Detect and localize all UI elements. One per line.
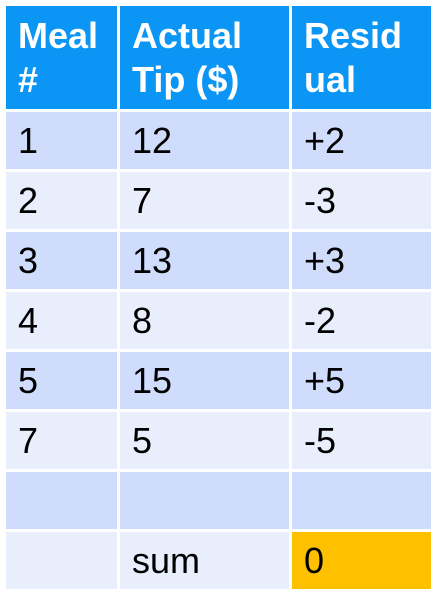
- residuals-table-container: [3, 3, 434, 592]
- meal-number-cell: 2: [5, 171, 119, 231]
- table-row: [5, 291, 433, 351]
- residual-cell: +2: [291, 111, 433, 171]
- sum-label: sum: [119, 531, 291, 591]
- table-row: [5, 111, 433, 171]
- actual-tip-cell: 12: [119, 111, 291, 171]
- table-row: [5, 171, 433, 231]
- table-row: [5, 351, 433, 411]
- meal-number-cell: 7: [5, 411, 119, 471]
- actual-tip-cell: 8: [119, 291, 291, 351]
- empty-row: [5, 471, 433, 531]
- meal-number-cell: 1: [5, 111, 119, 171]
- residual-cell: +3: [291, 231, 433, 291]
- actual-tip-cell: 7: [119, 171, 291, 231]
- residual-cell: -2: [291, 291, 433, 351]
- table-row: [5, 411, 433, 471]
- meal-number-cell: [5, 471, 119, 531]
- residuals-table: [3, 3, 434, 592]
- sum-value: 0: [291, 531, 433, 591]
- header-residual: Resid ual: [291, 5, 433, 111]
- residual-cell: -3: [291, 171, 433, 231]
- meal-number-cell: 3: [5, 231, 119, 291]
- meal-number-cell: 5: [5, 351, 119, 411]
- residual-cell: [291, 471, 433, 531]
- sum-row: [5, 531, 433, 591]
- actual-tip-cell: [119, 471, 291, 531]
- actual-tip-cell: 13: [119, 231, 291, 291]
- table-row: [5, 231, 433, 291]
- actual-tip-cell: 5: [119, 411, 291, 471]
- header-actual-tip: Actual Tip ($): [119, 5, 291, 111]
- header-row: [5, 5, 433, 111]
- meal-number-cell: 4: [5, 291, 119, 351]
- residual-cell: -5: [291, 411, 433, 471]
- actual-tip-cell: 15: [119, 351, 291, 411]
- sum-row-empty-cell: [5, 531, 119, 591]
- residual-cell: +5: [291, 351, 433, 411]
- header-meal-number: Meal #: [5, 5, 119, 111]
